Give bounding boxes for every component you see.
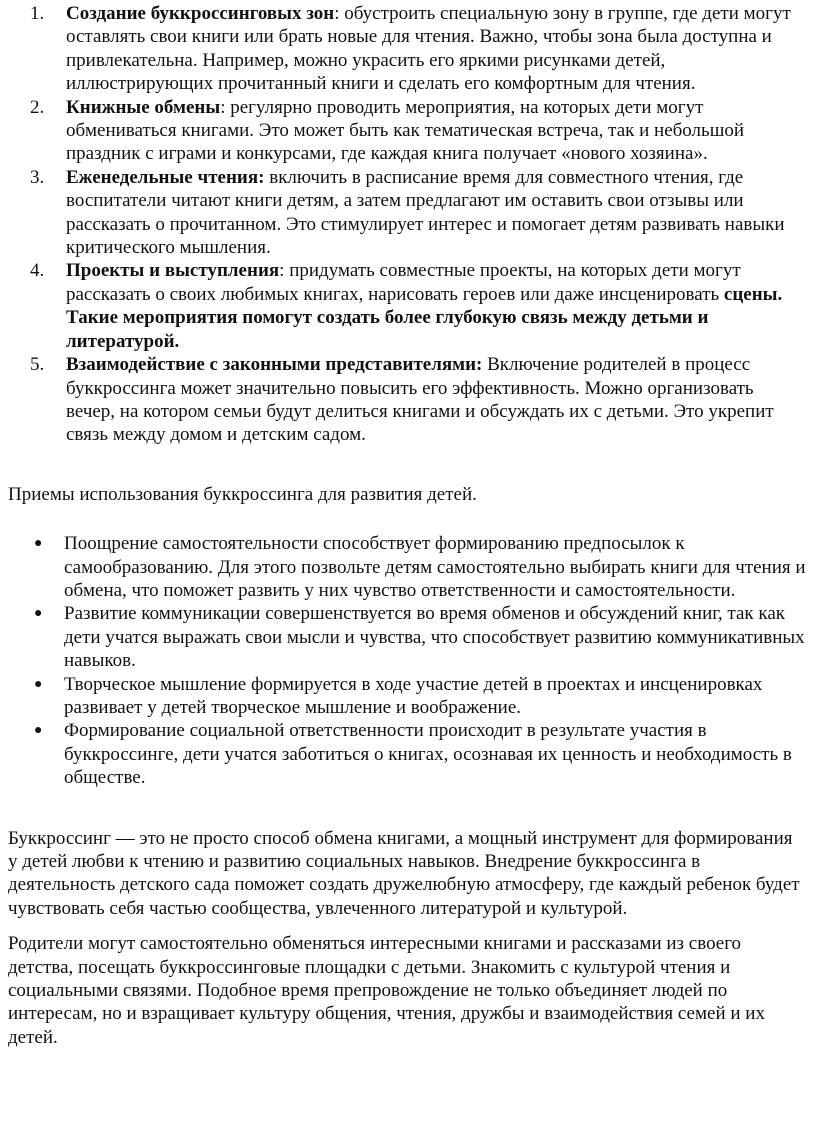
bullet-icon: ● (34, 676, 43, 692)
bullet-item (34, 532, 806, 602)
numbered-list (8, 2, 806, 447)
list-item (30, 353, 806, 447)
bullet-icon: ● (34, 723, 43, 739)
list-item (30, 166, 806, 260)
item-title: Создание буккроссинговых зон (66, 3, 335, 24)
body-paragraph: Родители могут самостоятельно обменяться интересными книгами и рассказами из своего детства, посещать буккроссинговые площадки с детьми. Знакомить с культурой чтения и социальными связями. Подобное время препровождение не только объединяет людей по интересам, но и взращивает культуру общения, чтения, дружбы и взаимодействия семей и их детей. (8, 933, 765, 1048)
item-title: Проекты и выступления (66, 260, 280, 282)
bullet-icon: ● (34, 536, 43, 552)
list-item (30, 259, 806, 353)
list-number: 5. (30, 354, 45, 376)
section-heading: Приемы использования буккроссинга для развития детей. (8, 483, 477, 505)
bullet-item (34, 673, 806, 720)
item-text: : придумать совместные проекты, на которых дети могут рассказать о своих любимых книгах, нарисовать героев или даже инсценировать (66, 260, 741, 305)
bullet-item (34, 719, 806, 789)
item-title: Еженедельные чтения: (66, 166, 265, 188)
list-number: 3. (30, 166, 45, 188)
bullet-icon: ● (34, 606, 43, 622)
list-number: 4. (30, 260, 45, 282)
list-number: 2. (30, 96, 45, 118)
bullet-text: Творческое мышление формируется в ходе участие детей в проектах и инсценировках развивает у детей творческое мышление и воображение. (64, 673, 763, 718)
bullet-text: Развитие коммуникации совершенствуется во время обменов и обсуждений книг, так как дети учатся выражать свои мысли и чувства, что способствует развитию коммуникативных навыков. (64, 603, 805, 672)
bullet-list (8, 532, 806, 789)
list-item (30, 96, 806, 166)
item-text: : регулярно проводить мероприятия, на которых дети могут обмениваться книгами. Это может быть как тематическая встреча, так и небольшой праздник с играми и конкурсами, где каждая книга получает «нового хозяина». (66, 96, 744, 165)
item-title: Книжные обмены (66, 96, 221, 118)
list-item (30, 2, 806, 96)
item-text: включить в расписание время для совместного чтения, где воспитатели читают книги детям, а затем предлагают им оставить свои отзывы или рассказать о прочитанном. Это стимулирует интерес и помогает детям развивать навыки критического мышления. (66, 166, 785, 259)
item-text: Включение родителей в процесс буккроссинга может значительно повысить его эффективность. Можно организовать вечер, на котором семьи будут делиться книгами и обсуждать их с детьми. Это укрепит связь между домом и детским садом. (66, 354, 774, 446)
body-paragraph: Буккроссинг — это не просто способ обмена книгами, а мощный инструмент для формирования у детей любви к чтению и развитию социальных навыков. Внедрение буккроссинга в деятельность детского сада поможет создать дружелюбную атмосферу, где каждый ребенок будет чувствовать себя частью сообщества, увлеченного литературой и культурой. (8, 827, 800, 919)
bullet-text: Поощрение самостоятельности способствует формированию предпосылок к самообразованию. Для этого позвольте детям самостоятельно выбирать книги для чтения и обмена, что поможет развить у них чувство ответственности и самостоятельности. (64, 533, 806, 601)
list-number: 1. (30, 3, 45, 24)
item-text: : обустроить специальную зону в группе, где дети могут оставлять свои книги или брать новые для чтения. Важно, чтобы зона была доступна и привлекательна. Например, можно украсить его яркими рисунками детей, иллюстрирующих прочитанный книги и сделать его комфортным для чтения. (66, 3, 791, 95)
item-bold-tail: сцены. Такие мероприятия помогут создать более глубокую связь между детьми и литературой. (66, 283, 783, 352)
bullet-item (34, 602, 806, 672)
bullet-text: Формирование социальной ответственности происходит в результате участия в буккроссинге, дети учатся заботиться о книгах, осознавая их ценность и необходимость в обществе. (64, 720, 792, 789)
item-title: Взаимодействие с законными представителями: (66, 354, 483, 376)
